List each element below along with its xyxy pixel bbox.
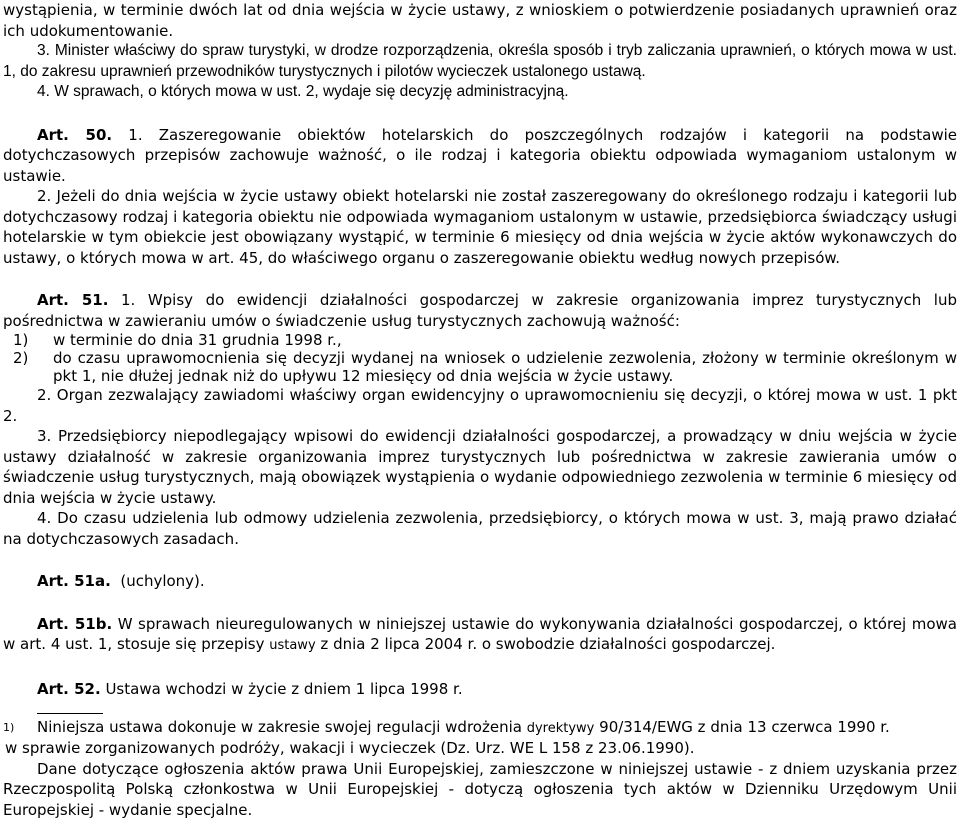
list-item-number: 2) <box>13 349 53 385</box>
article-51b-text-c: z dnia 2 lipca 2004 r. o swobodzie działalności gospodarczej. <box>320 635 775 653</box>
footnote-line-1b: dyrektywy <box>527 721 595 736</box>
article-51-label: Art. 51. <box>37 291 108 309</box>
article-51-para-1 <box>3 290 957 331</box>
paragraph-3: 3. Minister właściwy do spraw turystyki, w drodze rozporządzenia, określa sposób i tryb zaliczania uprawnień, o których mowa w ust. 1, do zakresu uprawnień przewodników turystycznych i pilotów wycieczek ustalonego ustawą. <box>3 41 957 82</box>
paragraph-4: 4. W sprawach, o których mowa w ust. 2, wydaje się decyzję administracyjną. <box>3 82 957 103</box>
article-50-label: Art. 50. <box>37 126 112 144</box>
article-52 <box>3 679 957 700</box>
footnote-line-1c: 90/314/EWG z dnia 13 czerwca 1990 r. <box>599 718 890 736</box>
article-51b <box>3 614 957 657</box>
footnote <box>3 718 957 820</box>
article-51b-text-b: ustawy <box>269 638 315 653</box>
article-51a-text: (uchylony). <box>120 572 204 590</box>
footnote-mark: 1) <box>3 718 37 738</box>
footnote-divider <box>37 713 103 714</box>
article-50-text-1: 1. Zaszeregowanie obiektów hotelarskich do poszczególnych rodzajów i kategorii na podstawie dotychczasowych przepisów zachowuje ważność, o ile rodzaj i kategoria obiektu odpowiada wymaganiom ustalonym w ustawie. <box>3 126 957 185</box>
list-item <box>3 331 957 349</box>
list-item-number: 1) <box>13 331 53 349</box>
footnote-first-line <box>3 718 957 738</box>
footnote-line-1a: Niniejsza ustawa dokonuje w zakresie swojej regulacji wdrożenia <box>37 718 522 736</box>
article-51a <box>3 571 957 592</box>
article-52-label: Art. 52. <box>37 680 101 698</box>
intro-paragraph: wystąpienia, w terminie dwóch lat od dnia wejścia w życie ustawy, z wnioskiem o potwierdzenie posiadanych uprawnień oraz ich udokumentowanie. <box>3 0 957 41</box>
article-51-para-3: 3. Przedsiębiorcy niepodlegający wpisowi do ewidencji działalności gospodarczej, a prowadzący w dniu wejścia w życie ustawy działalność w zakresie organizowania imprez turystycznych lub pośrednictwa w zakresie zawierania umów o świadczenie usług turystycznych, mają obowiązek wystąpienia o wydanie odpowiedniego zezwolenia w terminie 6 miesięcy od dnia wejścia w życie ustawy. <box>3 426 957 508</box>
list-item <box>3 349 957 385</box>
article-50-para-1 <box>3 125 957 187</box>
article-52-text: Ustawa wchodzi w życie z dniem 1 lipca 1998 r. <box>105 680 462 698</box>
article-51-text-1: 1. Wpisy do ewidencji działalności gospodarczej w zakresie organizowania imprez turystycznych lub pośrednictwa w zawieraniu umów o świadczenie usług turystycznych zachowują ważność: <box>3 291 957 330</box>
list-item-text: do czasu uprawomocnienia się decyzji wydanej na wniosek o udzielenie zezwolenia, złożony w terminie określonym w pkt 1, nie dłużej jednak niż do upływu 12 miesięcy od dnia wejścia w życie ustawy. <box>53 349 957 385</box>
article-51-para-4: 4. Do czasu udzielenia lub odmowy udzielenia zezwolenia, przedsiębiorcy, o których mowa w ust. 3, mają prawo działać na dotychczasowych zasadach. <box>3 508 957 549</box>
list-item-text: w terminie do dnia 31 grudnia 1998 r., <box>53 331 957 349</box>
article-51a-label: Art. 51a. <box>37 572 111 590</box>
article-51-para-2: 2. Organ zezwalający zawiadomi właściwy organ ewidencyjny o uprawomocnieniu się decyzji, o której mowa w ust. 1 pkt 2. <box>3 385 957 426</box>
article-50-para-2: 2. Jeżeli do dnia wejścia w życie ustawy obiekt hotelarski nie został zaszeregowany do określonego rodzaju i kategorii lub dotychczasowy rodzaj i kategoria obiektu nie odpowiada wymaganiom ustalonym w ustawie, przedsiębiorca świadczący usługi hotelarskie w tym obiekcie jest obowiązany wystąpić, w terminie 6 miesięcy od dnia wejścia w życie aktów wykonawczych do ustawy, o których mowa w art. 45, do właściwego organu o zaszeregowanie obiektu według nowych przepisów. <box>3 186 957 268</box>
article-51b-text-a: W sprawach nieuregulowanych w niniejszej ustawie do wykonywania działalności gospodarczej, o której mowa w art. 4 ust. 1, stosuje się przepisy <box>3 615 957 654</box>
footnote-line-2: w sprawie zorganizowanych podróży, wakacji i wycieczek (Dz. Urz. WE L 158 z 23.06.1990). <box>3 738 957 759</box>
document-page <box>3 0 957 820</box>
footnote-paragraph: Dane dotyczące ogłoszenia aktów prawa Unii Europejskiej, zamieszczone w niniejszej ustawie - z dniem uzyskania przez Rzeczpospolitą Polską członkostwa w Unii Europejskiej - dotyczą ogłoszenia tych aktów w Dzienniku Urzędowym Unii Europejskiej - wydanie specjalne. <box>3 759 957 820</box>
article-51b-label: Art. 51b. <box>37 615 112 633</box>
footnote-line-1 <box>37 718 957 738</box>
